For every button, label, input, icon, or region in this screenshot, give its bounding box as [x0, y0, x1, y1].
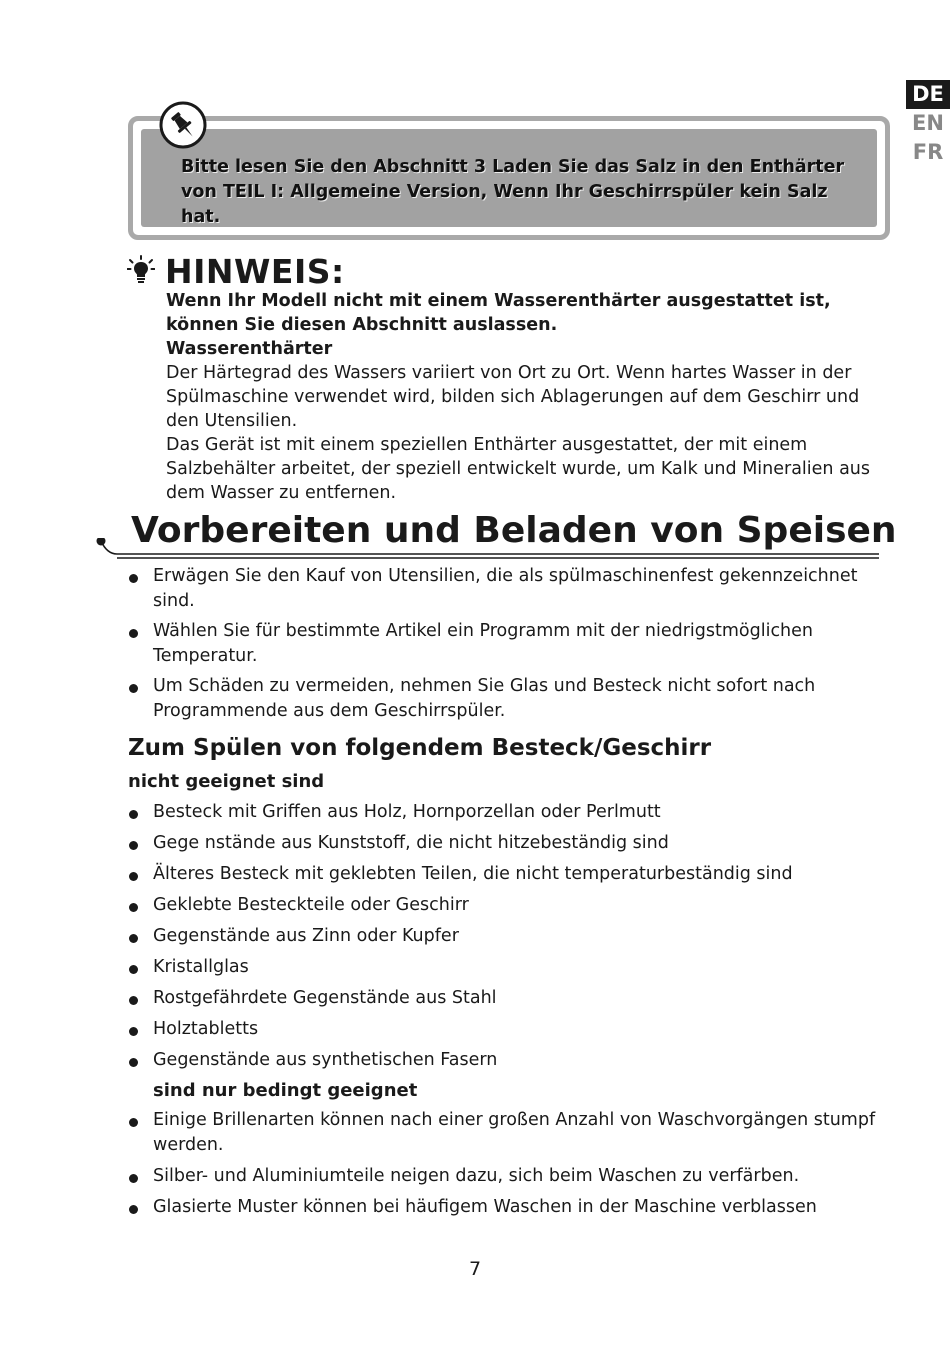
list-item-text: Um Schäden zu vermeiden, nehmen Sie Glas und Besteck nicht sofort nach Programmende aus dem Geschirrspüler. — [153, 676, 816, 721]
list-item — [128, 564, 888, 614]
list-item — [128, 1164, 888, 1189]
list-item — [128, 955, 888, 980]
hinweis-title: HINWEIS: — [165, 252, 345, 291]
hinweis-intro: Wenn Ihr Modell nicht mit einem Wasserenthärter ausgestattet ist, können Sie diesen Abschnitt auslassen. — [166, 291, 831, 335]
limited-label: sind nur bedingt geeignet — [153, 1080, 418, 1101]
list-item — [128, 619, 888, 669]
language-tab-fr[interactable]: FR — [912, 140, 944, 164]
unsuitable-list — [128, 800, 888, 1079]
list-item-text: Älteres Besteck mit geklebten Teilen, die nicht temperaturbeständig sind — [153, 864, 793, 884]
list-item-text: Besteck mit Griffen aus Holz, Hornporzellan oder Perlmutt — [153, 802, 661, 822]
notice-inner — [141, 129, 877, 227]
bullet-icon — [129, 1027, 138, 1036]
pushpin-icon — [158, 100, 208, 150]
list-item-text: Gegenstände aus Zinn oder Kupfer — [153, 926, 459, 946]
bullet-icon — [129, 574, 138, 583]
language-tab-en[interactable]: EN — [912, 111, 944, 135]
list-item-text: Kristallglas — [153, 957, 249, 977]
list-item — [128, 800, 888, 825]
lightbulb-icon — [127, 255, 155, 285]
list-item — [128, 924, 888, 949]
list-item — [128, 1195, 888, 1220]
bullet-icon — [129, 629, 138, 638]
list-item-text: Gege nstände aus Kunststoff, die nicht hitzebeständig sind — [153, 833, 669, 853]
limited-list — [128, 1108, 888, 1226]
list-item-text: Erwägen Sie den Kauf von Utensilien, die als spülmaschinenfest gekennzeichnet sind. — [153, 566, 858, 611]
bullet-icon — [129, 684, 138, 693]
bullet-icon — [129, 996, 138, 1005]
bullet-icon — [129, 841, 138, 850]
section-title: Vorbereiten und Beladen von Speisen — [131, 510, 897, 551]
list-item-text: Wählen Sie für bestimmte Artikel ein Programm mit der niedrigstmöglichen Temperatur. — [153, 621, 814, 666]
hinweis-body — [166, 289, 886, 505]
list-item — [128, 1108, 888, 1158]
hinweis-paragraph-1: Der Härtegrad des Wassers variiert von Ort zu Ort. Wenn hartes Wasser in der Spülmaschine verwendet wird, bilden sich Ablagerungen auf dem Geschirr und den Utensilien. — [166, 363, 860, 431]
preparation-list — [128, 564, 888, 729]
subsection-heading: Zum Spülen von folgendem Besteck/Geschirr — [128, 735, 712, 761]
hinweis-paragraph-2: Das Gerät ist mit einem speziellen Enthärter ausgestattet, der mit einem Salzbehälter arbeitet, der speziell entwickelt wurde, um Kalk und Mineralien aus dem Wasser zu entfernen. — [166, 435, 871, 503]
bullet-icon — [129, 810, 138, 819]
list-item — [128, 1048, 888, 1073]
list-item — [128, 862, 888, 887]
language-tab-de[interactable]: DE — [906, 80, 950, 109]
list-item-text: Holztabletts — [153, 1019, 259, 1039]
bullet-icon — [129, 872, 138, 881]
notice-line-2: von TEIL I: Allgemeine Version, Wenn Ihr Geschirrspüler kein Salz hat. — [181, 182, 828, 227]
language-tabs — [906, 80, 950, 167]
list-item-text: Rostgefährdete Gegenstände aus Stahl — [153, 988, 497, 1008]
list-item-text: Glasierte Muster können bei häufigem Waschen in der Maschine verblassen — [153, 1197, 817, 1217]
list-item-text: Geklebte Besteckteile oder Geschirr — [153, 895, 469, 915]
list-item — [128, 831, 888, 856]
bullet-icon — [129, 1058, 138, 1067]
list-item — [128, 674, 888, 724]
list-item — [128, 986, 888, 1011]
bullet-icon — [129, 903, 138, 912]
list-item-text: Einige Brillenarten können nach einer großen Anzahl von Waschvorgängen stumpf werden. — [153, 1110, 876, 1155]
list-item — [128, 1017, 888, 1042]
title-rule — [95, 538, 885, 562]
page-number: 7 — [468, 1258, 482, 1280]
notice-line-1: Bitte lesen Sie den Abschnitt 3 Laden Sie das Salz in den Enthärter — [181, 157, 845, 177]
list-item-text: Gegenstände aus synthetischen Fasern — [153, 1050, 498, 1070]
bullet-icon — [129, 1205, 138, 1214]
notice-text — [181, 155, 857, 230]
hinweis-subheading: Wasserenthärter — [166, 339, 333, 359]
bullet-icon — [129, 965, 138, 974]
list-item-text: Silber- und Aluminiumteile neigen dazu, sich beim Waschen zu verfärben. — [153, 1166, 800, 1186]
bullet-icon — [129, 1174, 138, 1183]
list-item — [128, 893, 888, 918]
bullet-icon — [129, 934, 138, 943]
notice-box — [128, 116, 890, 240]
unsuitable-label: nicht geeignet sind — [128, 771, 325, 792]
bullet-icon — [129, 1118, 138, 1127]
